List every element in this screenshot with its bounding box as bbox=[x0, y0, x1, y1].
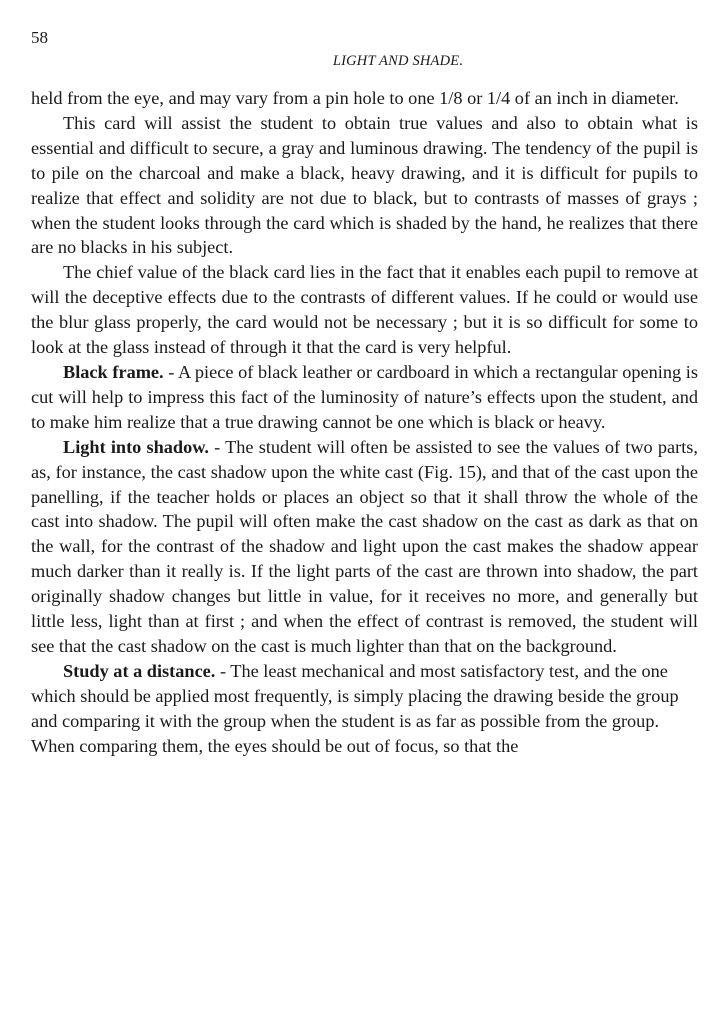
paragraph-black-frame-text: - A piece of black leather or cardboard in which a rectangular opening is cut will help to impress this fact of the luminosity of nature’s effects upon the student, and to make him realize that a true drawing cannot be one which is black or heavy. bbox=[31, 361, 698, 432]
section-heading-study-at-distance: Study at a distance. bbox=[63, 660, 216, 681]
running-head: LIGHT AND SHADE. bbox=[332, 53, 464, 69]
section-heading-light-into-shadow: Light into shadow. bbox=[63, 436, 209, 457]
paragraph-study-at-distance bbox=[31, 659, 698, 759]
paragraph-black-frame bbox=[31, 360, 698, 435]
paragraph-light-into-shadow bbox=[31, 435, 698, 659]
paragraph-study-at-distance-text: - The least mechanical and most satisfactory test, and the one which should be applied most frequently, is simply placing the drawing beside the group and comparing it with the group when the student is as far as possible from the group. When comparing them, the eyes should be out of focus, so that the bbox=[31, 660, 679, 756]
section-heading-black-frame: Black frame. bbox=[63, 361, 164, 382]
paragraph-light-into-shadow-text: - The student will often be assisted to see the values of two parts, as, for instance, the cast shadow upon the white cast (Fig. 15), and that of the cast upon the panelling, if the teacher holds or places an object so that it shall throw the whole of the cast into shadow. The pupil will often make the cast shadow on the cast as dark as that on the wall, for the contrast of the shadow and light upon the cast makes the shadow appear much darker than it really is. If the light parts of the cast are thrown into shadow, the part originally shadow changes but little in value, for it receives no more, and generally but little less, light than at first ; and when the effect of contrast is removed, the student will see that the cast shadow on the cast is much lighter than that on the background. bbox=[31, 436, 698, 656]
paragraph-black-card: The chief value of the black card lies in the fact that it enables each pupil to remove at will the deceptive effects due to the contrasts of different values. If he could or would use the blur glass properly, the card would not be necessary ; but it is so difficult for some to look at the glass instead of through it that the card is very helpful. bbox=[31, 262, 698, 358]
paragraph-card: This card will assist the student to obtain true values and also to obtain what is essential and difficult to secure, a gray and luminous drawing. The tendency of the pupil is to pile on the charcoal and make a black, heavy drawing, and it is difficult for pupils to realize that effect and solidity are not due to black, but to contrasts of masses of grays ; when the student looks through the card which is shaded by the hand, he realizes that there are no blacks in his subject. bbox=[31, 112, 698, 258]
paragraph-continuation: held from the eye, and may vary from a pin hole to one 1/8 or 1/4 of an inch in diameter. bbox=[31, 88, 679, 108]
body-text bbox=[31, 86, 698, 758]
page-number: 58 bbox=[31, 28, 48, 47]
